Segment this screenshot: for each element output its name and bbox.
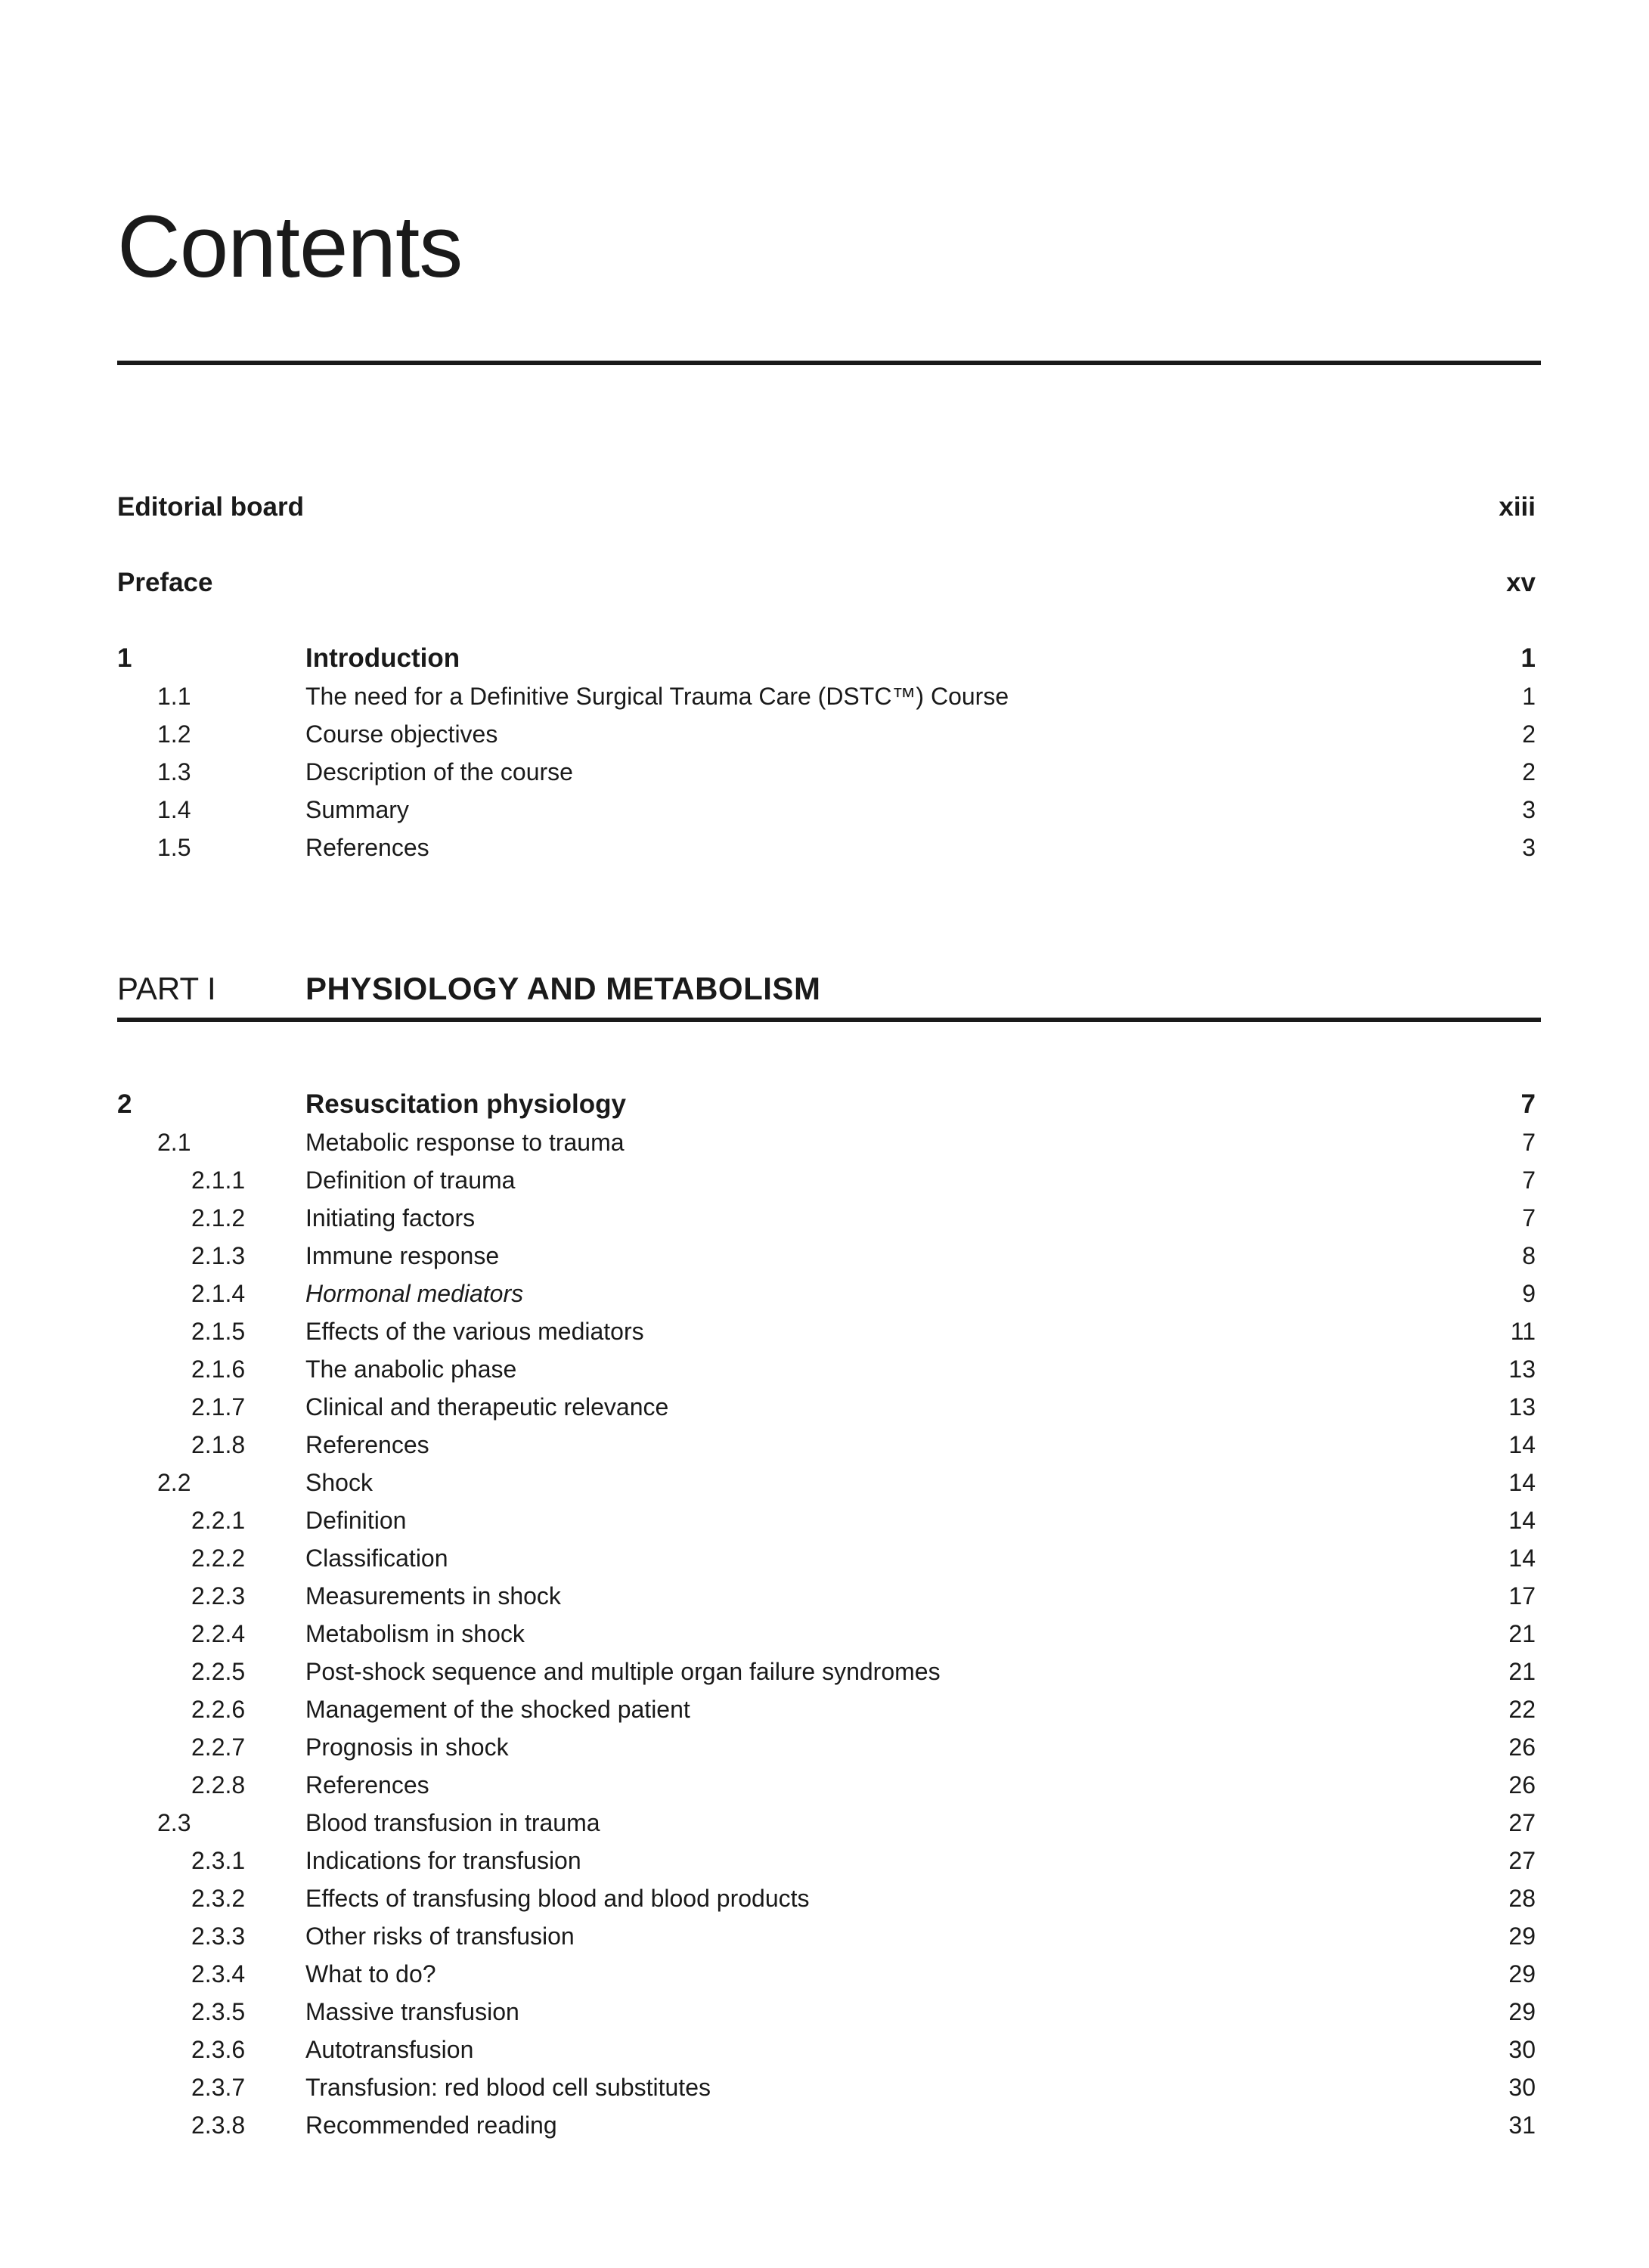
toc-entry-number: 2.1.4 [191,1280,246,1307]
toc-entry[interactable] [0,1842,1649,1879]
toc-entry-number: 2.2.5 [191,1658,246,1685]
toc-entry-number: 2.1.6 [191,1356,246,1383]
toc-entry-preface[interactable] [0,564,1649,602]
toc-entry[interactable] [0,1199,1649,1237]
toc-entry-title: Metabolic response to trauma [305,1129,625,1156]
toc-entry[interactable] [0,1464,1649,1501]
toc-entry-title: Autotransfusion [305,2036,474,2063]
toc-entry-page: 21 [1508,1658,1536,1685]
toc-entry-number: 2.2.6 [191,1696,246,1723]
toc-entry-number: 2.2.8 [191,1771,246,1799]
toc-entry-page: 31 [1508,2112,1536,2139]
toc-entry-page: 7 [1520,1089,1536,1119]
toc-entry[interactable] [0,715,1649,753]
toc-entry-page: 7 [1522,1204,1536,1232]
toc-entry[interactable] [0,1388,1649,1426]
toc-entry[interactable] [0,1312,1649,1350]
toc-entry[interactable] [0,1577,1649,1615]
toc-entry-title: Indications for transfusion [305,1847,581,1874]
toc-entry-number: 2.2.1 [191,1507,246,1534]
toc-entry[interactable] [0,753,1649,791]
toc-entry-page: 11 [1510,1318,1536,1345]
toc-entry-number: 2.3.6 [191,2036,246,2063]
toc-entry[interactable] [0,791,1649,829]
toc-entry-title: Resuscitation physiology [305,1089,626,1119]
toc-entry[interactable] [0,1728,1649,1766]
toc-entry-page: 14 [1508,1545,1536,1572]
toc-entry[interactable] [0,1615,1649,1653]
toc-entry-page: 8 [1522,1242,1536,1269]
toc-entry-title: Prognosis in shock [305,1734,509,1761]
toc-entry-title: Post-shock sequence and multiple organ failure syndromes [305,1658,941,1685]
toc-entry-editorial-board[interactable] [0,488,1649,526]
toc-entry-title: Summary [305,796,409,823]
toc-entry[interactable] [0,1653,1649,1690]
toc-entry[interactable] [0,2031,1649,2068]
toc-entry-title: What to do? [305,1960,436,1988]
toc-entry[interactable] [0,2106,1649,2144]
part-title: PHYSIOLOGY AND METABOLISM [305,971,821,1006]
toc-entry-page: 21 [1508,1620,1536,1647]
toc-chapter-2[interactable] [0,1086,1649,1123]
toc-entry-title: Recommended reading [305,2112,557,2139]
toc-entry-number: 2.1.7 [191,1393,246,1421]
toc-entry[interactable] [0,1426,1649,1464]
toc-entry-page: 29 [1508,1960,1536,1988]
toc-entry-title: Clinical and therapeutic relevance [305,1393,669,1421]
toc-entry-title: Metabolism in shock [305,1620,525,1647]
toc-entry[interactable] [0,1917,1649,1955]
toc-entry[interactable] [0,1123,1649,1161]
toc-entry-title: The need for a Definitive Surgical Trauma Care (DSTC™) Course [305,683,1009,710]
toc-entry-title: Classification [305,1545,448,1572]
toc-entry-page: 27 [1508,1809,1536,1836]
toc-entry-page: 7 [1522,1167,1536,1194]
toc-entry-page: 2 [1522,720,1536,748]
toc-entry-page: 3 [1522,796,1536,823]
toc-entry-number: 2.3.1 [191,1847,246,1874]
toc-entry[interactable] [0,1993,1649,2031]
toc-entry-number: 2.1.5 [191,1318,246,1345]
toc-entry-title: Definition of trauma [305,1167,516,1194]
toc-entry-page: 26 [1508,1734,1536,1761]
toc-entry[interactable] [0,1275,1649,1312]
toc-entry-number: 2.2.3 [191,1582,246,1610]
toc-entry-page: 1 [1520,643,1536,673]
toc-entry-number: 2.2.7 [191,1734,246,1761]
toc-entry-number: 2.3.2 [191,1885,246,1912]
toc-entry-page: 30 [1508,2036,1536,2063]
toc-entry-number: 2.1.1 [191,1167,246,1194]
toc-entry-number: 2.1.2 [191,1204,246,1232]
toc-entry[interactable] [0,1501,1649,1539]
toc-entry-title: Shock [305,1469,373,1496]
toc-entry-title: References [305,1771,429,1799]
toc-entry-title: References [305,834,429,861]
toc-entry-title: References [305,1431,429,1458]
toc-entry-title: Management of the shocked patient [305,1696,690,1723]
toc-entry-number: 2.3.8 [191,2112,246,2139]
toc-entry[interactable] [0,1237,1649,1275]
toc-entry-title: Description of the course [305,758,573,785]
toc-chapter-1[interactable] [0,640,1649,677]
toc-entry-number: 1 [117,643,132,673]
toc-entry-page: 3 [1522,834,1536,861]
toc-entry-title: Transfusion: red blood cell substitutes [305,2074,711,2101]
toc-entry-page: 14 [1508,1507,1536,1534]
part-divider [117,1018,1541,1022]
toc-entry-page: 17 [1508,1582,1536,1610]
toc-entry-number: 2.3.3 [191,1923,246,1950]
toc-entry-page: 14 [1508,1469,1536,1496]
toc-entry-page: 9 [1522,1280,1536,1307]
toc-entry-title: Measurements in shock [305,1582,561,1610]
toc-entry-number: 2.2.2 [191,1545,246,1572]
toc-entry-page: xv [1506,568,1536,597]
part-label: PART I [117,971,216,1006]
toc-entry-number: 1.4 [157,796,191,823]
toc-entry-number: 1.2 [157,720,191,748]
toc-entry-page: 28 [1508,1885,1536,1912]
toc-entry-number: 2.3.5 [191,1998,246,2025]
toc-entry-title: Introduction [305,643,460,673]
toc-entry[interactable] [0,677,1649,715]
toc-entry-number: 1.5 [157,834,191,861]
toc-entry-page: 27 [1508,1847,1536,1874]
toc-entry-number: 1.1 [157,683,191,710]
toc-entry-title: Effects of the various mediators [305,1318,644,1345]
toc-entry-page: 29 [1508,1923,1536,1950]
toc-entry[interactable] [0,1804,1649,1842]
toc-entry-title: Editorial board [117,492,304,522]
toc-entry[interactable] [0,1766,1649,1804]
toc-entry-page: 14 [1508,1431,1536,1458]
toc-entry-title: Preface [117,568,213,597]
toc-entry-number: 2.1 [157,1129,191,1156]
toc-entry-page: 2 [1522,758,1536,785]
toc-entry-number: 1.3 [157,758,191,785]
toc-entry[interactable] [0,1879,1649,1917]
toc-entry-number: 2.2 [157,1469,191,1496]
toc-entry[interactable] [0,1161,1649,1199]
toc-entry-title: Hormonal mediators [305,1280,524,1307]
toc-entry-page: 30 [1508,2074,1536,2101]
toc-entry-page: 13 [1508,1393,1536,1421]
toc-entry-number: 2.3 [157,1809,191,1836]
toc-entry[interactable] [0,1690,1649,1728]
toc-entry-title: Massive transfusion [305,1998,519,2025]
toc-entry[interactable] [0,829,1649,866]
toc-entry-page: xiii [1499,492,1536,522]
toc-entry[interactable] [0,1955,1649,1993]
toc-entry-page: 26 [1508,1771,1536,1799]
toc-entry-page: 7 [1522,1129,1536,1156]
toc-entry-number: 2.3.4 [191,1960,246,1988]
toc-entry[interactable] [0,1539,1649,1577]
title-divider [117,361,1541,365]
toc-entry-title: Other risks of transfusion [305,1923,575,1950]
page-title: Contents [117,197,463,296]
toc-entry[interactable] [0,2068,1649,2106]
toc-entry-title: Blood transfusion in trauma [305,1809,600,1836]
toc-entry-title: Effects of transfusing blood and blood products [305,1885,810,1912]
toc-entry-number: 2.1.3 [191,1242,246,1269]
toc-entry-title: The anabolic phase [305,1356,517,1383]
toc-entry[interactable] [0,1350,1649,1388]
toc-entry-page: 22 [1508,1696,1536,1723]
toc-entry-page: 29 [1508,1998,1536,2025]
toc-entry-number: 2.1.8 [191,1431,246,1458]
toc-entry-number: 2 [117,1089,132,1119]
toc-entry-page: 13 [1508,1356,1536,1383]
toc-entry-title: Course objectives [305,720,498,748]
toc-entry-number: 2.2.4 [191,1620,246,1647]
toc-entry-number: 2.3.7 [191,2074,246,2101]
toc-entry-title: Initiating factors [305,1204,476,1232]
toc-entry-page: 1 [1522,683,1536,710]
toc-entry-title: Definition [305,1507,407,1534]
toc-entry-title: Immune response [305,1242,500,1269]
